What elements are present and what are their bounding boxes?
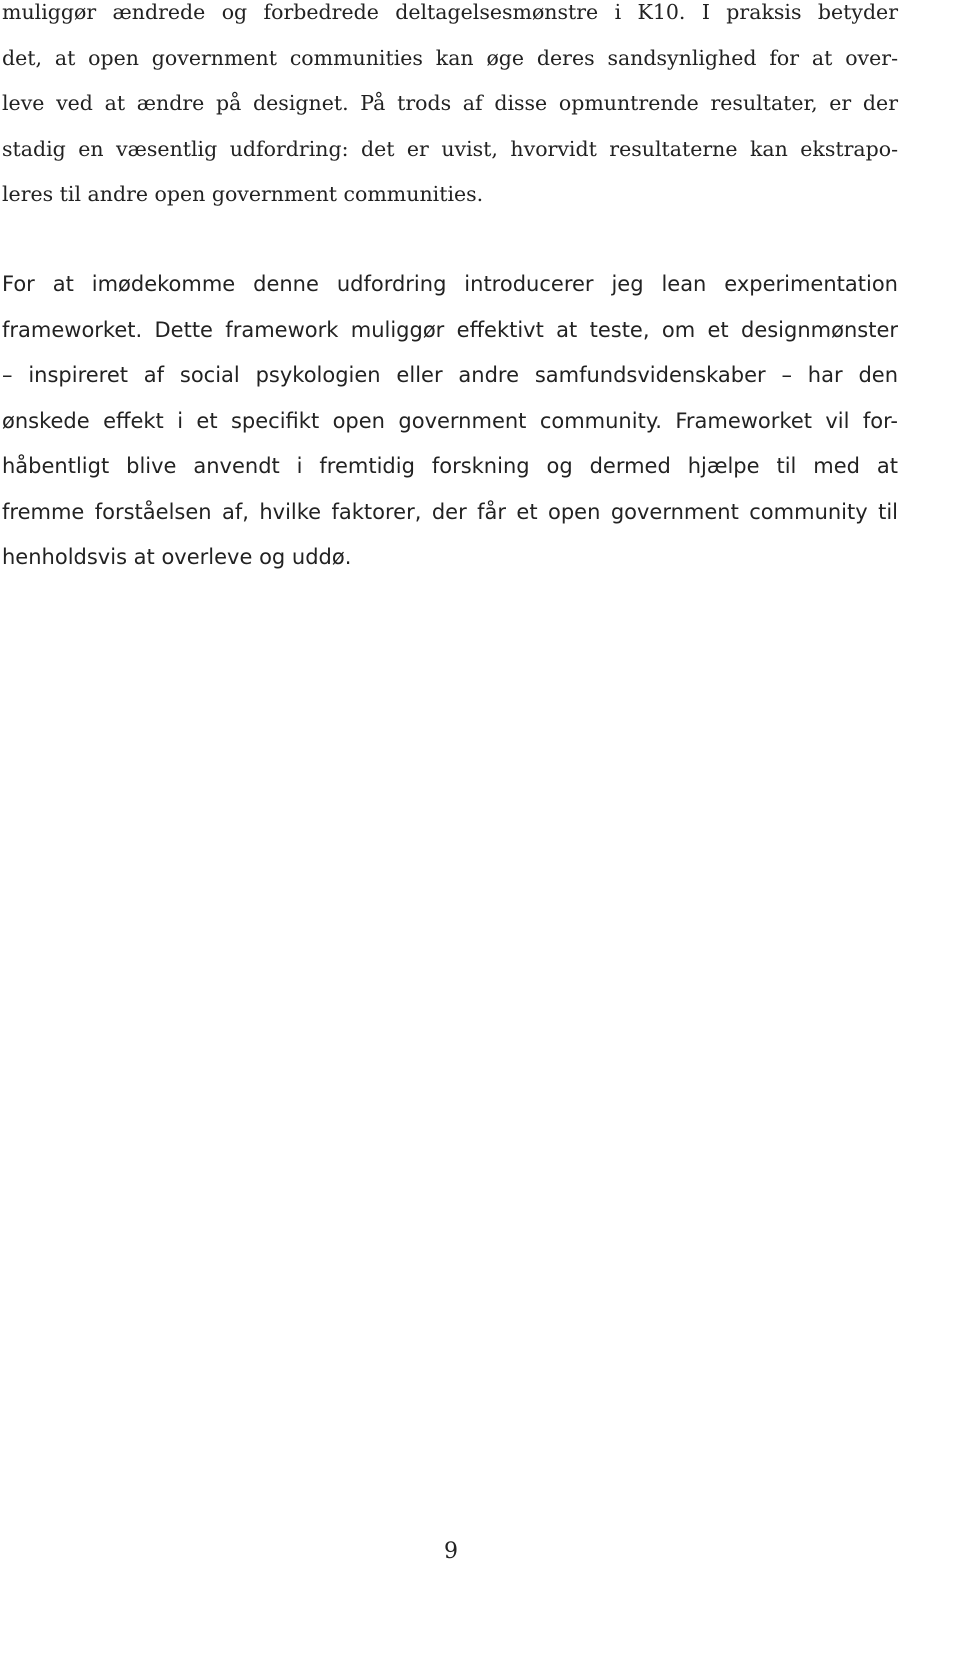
text-line: fremme forståelsen af, hvilke faktorer, der får et open government community til [2, 499, 898, 524]
text-line: håbentligt blive anvendt i fremtidig forskning og dermed hjælpe til med at [2, 454, 898, 478]
text-line: stadig en væsentlig udfordring: det er uvist, hvorvidt resultaterne kan ekstrapo- [2, 136, 898, 161]
text-line: ønskede effekt i et specifikt open government community. Frameworket vil for- [2, 408, 898, 433]
text-line: leres til andre open government communities. [2, 182, 484, 206]
text-line: det, at open government communities kan øge deres sandsynlighed for at over- [2, 45, 898, 70]
text-line: frameworket. Dette framework muliggør effektivt at teste, om et designmønster [2, 317, 898, 342]
paragraph-sans [2, 262, 898, 581]
text-line: For at imødekomme denne udfordring introducerer jeg lean experimentation [2, 272, 898, 296]
text-line: leve ved at ændre på designet. På trods af disse opmuntrende resultater, er der [2, 91, 898, 115]
page-number: 9 [444, 1539, 458, 1564]
paragraph-serif [2, 0, 898, 218]
text-line: muliggør ændrede og forbedrede deltagelsesmønstre i K10. I praksis betyder [2, 0, 898, 24]
text-line: henholdsvis at overleve og uddø. [2, 545, 352, 569]
text-line: – inspireret af social psykologien eller andre samfundsvidenskaber – har den [2, 363, 898, 387]
